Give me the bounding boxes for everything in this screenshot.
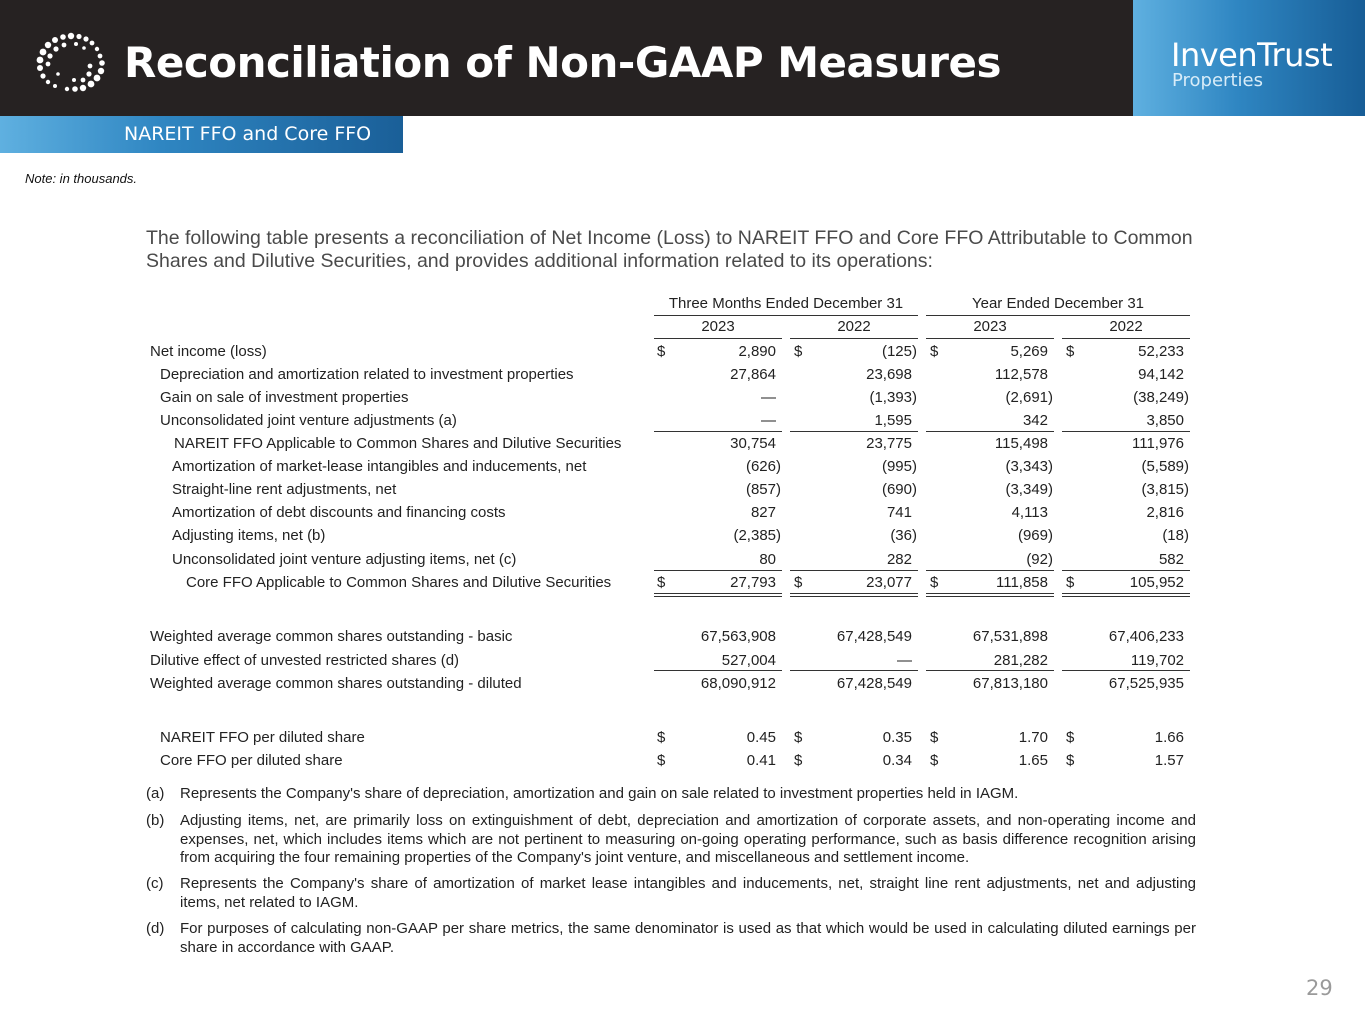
footnote	[146, 920, 1196, 957]
cell-value: 94,142	[1138, 366, 1184, 383]
cell-value: 23,077	[866, 574, 912, 591]
cell-value: (3,349)	[1005, 481, 1053, 498]
units-note: Note: in thousands.	[25, 171, 138, 186]
table-row	[0, 342, 1365, 365]
double-rule	[1062, 596, 1190, 597]
cell-value: (3,343)	[1005, 458, 1053, 475]
table-row	[0, 728, 1365, 751]
cell-value: 4,113	[1011, 504, 1048, 521]
year-underline	[926, 338, 1054, 339]
cell-value: 111,858	[996, 574, 1048, 591]
row-label: Adjusting items, net (b)	[172, 527, 326, 544]
cell-value: (857)	[745, 481, 781, 498]
cell-value: (690)	[881, 481, 917, 498]
footnote-text: For purposes of calculating non-GAAP per share metrics, the same denominator is used as that which would be used in calculating diluted earnings per share in accordance with GAAP.	[180, 920, 1196, 956]
cell-value: (5,589)	[1141, 458, 1189, 475]
cell-value: 112,578	[994, 366, 1048, 383]
dollar-sign: $	[1066, 729, 1075, 746]
table-row	[0, 434, 1365, 457]
dollar-sign: $	[794, 752, 803, 769]
footnote-letter: (b)	[146, 812, 165, 829]
row-label: Amortization of market-lease intangibles and inducements, net	[172, 458, 587, 475]
cell-value: 1.65	[1018, 752, 1048, 769]
cell-value: —	[761, 389, 776, 406]
row-label: NAREIT FFO Applicable to Common Shares and Dilutive Securities	[174, 435, 622, 452]
row-label: Dilutive effect of unvested restricted shares (d)	[150, 652, 460, 669]
row-label: Core FFO per diluted share	[160, 752, 343, 769]
brand-logo-text: InvenTrust	[1171, 36, 1333, 74]
cell-value: 827	[750, 504, 776, 521]
shares-rule	[1062, 670, 1190, 671]
footnote	[146, 812, 1196, 868]
dollar-sign: $	[1066, 343, 1075, 360]
dollar-sign: $	[657, 343, 666, 360]
cell-value: 527,004	[721, 652, 776, 669]
double-rule	[790, 596, 918, 597]
table-row	[0, 674, 1365, 697]
section-subtitle-bar	[0, 116, 403, 153]
cell-value: 2,890	[738, 343, 776, 360]
footnote-text: Adjusting items, net, are primarily loss on extinguishment of debt, depreciation and amortization of corporate assets, and non-operating income and expenses, net, which includes items which are not pertinent to measuring on-going operating performance, such as basis difference recognition arising from acquiring the four remaining properties of the Company's joint venture, and miscellaneous and settlement income.	[180, 812, 1196, 866]
table-row	[0, 457, 1365, 480]
footnote-text: Represents the Company's share of depreciation, amortization and gain on sale related to investment properties held in IAGM.	[180, 785, 1019, 802]
cell-value: (36)	[890, 527, 917, 544]
footnote	[146, 785, 1196, 804]
subtotal-rule	[790, 431, 918, 432]
dollar-sign: $	[930, 729, 939, 746]
total-rule	[1062, 570, 1190, 571]
cell-value: (2,385)	[733, 527, 781, 544]
page-title: Reconciliation of Non-GAAP Measures	[124, 38, 1001, 87]
shares-rule	[926, 670, 1054, 671]
year-header: 2023	[973, 318, 1007, 335]
row-label: Weighted average common shares outstanding - basic	[150, 628, 513, 645]
cell-value: 0.34	[882, 752, 912, 769]
subtotal-rule	[654, 431, 782, 432]
cell-value: 23,775	[866, 435, 912, 452]
dollar-sign: $	[657, 574, 666, 591]
cell-value: 582	[1158, 551, 1184, 568]
cell-value: (3,815)	[1141, 481, 1189, 498]
cell-value: 111,976	[1132, 435, 1184, 452]
dollar-sign: $	[1066, 574, 1075, 591]
row-label: Straight-line rent adjustments, net	[172, 481, 397, 498]
cell-value: (995)	[881, 458, 917, 475]
double-rule	[1062, 593, 1190, 594]
cell-value: 0.45	[746, 729, 776, 746]
header-year-ended: Year Ended December 31	[971, 295, 1145, 312]
subtotal-rule	[1062, 431, 1190, 432]
dollar-sign: $	[930, 574, 939, 591]
year-header: 2022	[1109, 318, 1143, 335]
double-rule	[926, 593, 1054, 594]
dollar-sign: $	[657, 729, 666, 746]
cell-value: —	[897, 652, 912, 669]
year-underline	[790, 338, 918, 339]
dollar-sign: $	[1066, 752, 1075, 769]
cell-value: 67,813,180	[972, 675, 1048, 692]
cell-value: 281,282	[993, 652, 1048, 669]
row-label: Core FFO Applicable to Common Shares and Dilutive Securities	[186, 574, 612, 591]
table-row	[0, 388, 1365, 411]
year-underline	[1062, 338, 1190, 339]
year-header: 2023	[701, 318, 735, 335]
company-logo-icon	[34, 30, 108, 94]
cell-value: 3,850	[1146, 412, 1184, 429]
cell-value: 67,525,935	[1108, 675, 1184, 692]
dollar-sign: $	[930, 343, 939, 360]
cell-value: 67,531,898	[972, 628, 1048, 645]
shares-rule	[654, 670, 782, 671]
cell-value: 67,428,549	[836, 628, 912, 645]
cell-value: —	[761, 412, 776, 429]
cell-value: 1.70	[1018, 729, 1048, 746]
cell-value: (626)	[745, 458, 781, 475]
double-rule	[654, 593, 782, 594]
cell-value: 52,233	[1138, 343, 1184, 360]
table-row	[0, 627, 1365, 650]
table-row	[0, 526, 1365, 549]
cell-value: 119,702	[1130, 652, 1184, 669]
cell-value: 5,269	[1010, 343, 1048, 360]
dollar-sign: $	[794, 574, 803, 591]
total-rule	[926, 570, 1054, 571]
intro-paragraph: The following table presents a reconciliation of Net Income (Loss) to NAREIT FFO and Core FFO Attributable to Common Shares and Dilutive Securities, and provides additional information related to its operations:	[146, 227, 1193, 272]
cell-value: 115,498	[994, 435, 1048, 452]
brand-logo-subtext: Properties	[1172, 70, 1263, 91]
cell-value: 27,793	[730, 574, 776, 591]
table-row	[0, 365, 1365, 388]
row-label: Weighted average common shares outstanding - diluted	[150, 675, 522, 692]
row-label: Unconsolidated joint venture adjusting items, net (c)	[172, 551, 517, 568]
dollar-sign: $	[794, 729, 803, 746]
double-rule	[926, 596, 1054, 597]
page-number: 29	[1306, 976, 1333, 1000]
cell-value: 68,090,912	[700, 675, 776, 692]
cell-value: 67,563,908	[700, 628, 776, 645]
cell-value: 2,816	[1146, 504, 1184, 521]
year-underline	[654, 338, 782, 339]
cell-value: 0.41	[746, 752, 776, 769]
row-label: Unconsolidated joint venture adjustments (a)	[160, 412, 457, 429]
row-label: Net income (loss)	[150, 343, 267, 360]
cell-value: 80	[759, 551, 776, 568]
cell-value: 342	[1022, 412, 1048, 429]
cell-value: 105,952	[1129, 574, 1184, 591]
header-underline	[926, 315, 1190, 316]
footnote-text: Represents the Company's share of amortization of market lease intangibles and inducements, net, straight line rent adjustments, net and adjusting items, net related to IAGM.	[180, 875, 1196, 911]
total-rule	[654, 570, 782, 571]
cell-value: 1.66	[1154, 729, 1184, 746]
cell-value: (18)	[1162, 527, 1189, 544]
header-three-months: Three Months Ended December 31	[668, 295, 904, 312]
footnote-letter: (c)	[146, 875, 164, 892]
double-rule	[790, 593, 918, 594]
cell-value: 67,428,549	[836, 675, 912, 692]
cell-value: 1,595	[874, 412, 912, 429]
cell-value: 1.57	[1154, 752, 1184, 769]
cell-value: 30,754	[730, 435, 776, 452]
cell-value: 741	[886, 504, 912, 521]
header-bar	[0, 0, 1365, 116]
section-subtitle: NAREIT FFO and Core FFO	[124, 123, 372, 145]
cell-value: (38,249)	[1133, 389, 1189, 406]
double-rule	[654, 596, 782, 597]
year-header: 2022	[837, 318, 871, 335]
row-label: Depreciation and amortization related to investment properties	[160, 366, 574, 383]
footnote-letter: (a)	[146, 785, 165, 802]
row-label: Amortization of debt discounts and financing costs	[172, 504, 506, 521]
dollar-sign: $	[930, 752, 939, 769]
cell-value: (125)	[881, 343, 917, 360]
brand-panel	[1133, 0, 1365, 116]
footnote-letter: (d)	[146, 920, 165, 937]
cell-value: (1,393)	[869, 389, 917, 406]
cell-value: (2,691)	[1005, 389, 1053, 406]
shares-rule	[790, 670, 918, 671]
cell-value: 27,864	[730, 366, 776, 383]
cell-value: 67,406,233	[1108, 628, 1184, 645]
cell-value: (92)	[1026, 551, 1053, 568]
table-row	[0, 480, 1365, 503]
table-row	[0, 751, 1365, 774]
total-rule	[790, 570, 918, 571]
footnote	[146, 875, 1196, 912]
dollar-sign: $	[794, 343, 803, 360]
dollar-sign: $	[657, 752, 666, 769]
header-underline	[654, 315, 918, 316]
subtotal-rule	[926, 431, 1054, 432]
cell-value: 0.35	[882, 729, 912, 746]
table-row	[0, 503, 1365, 526]
cell-value: 282	[886, 551, 912, 568]
cell-value: 23,698	[866, 366, 912, 383]
row-label: NAREIT FFO per diluted share	[160, 729, 365, 746]
row-label: Gain on sale of investment properties	[160, 389, 409, 406]
cell-value: (969)	[1017, 527, 1053, 544]
